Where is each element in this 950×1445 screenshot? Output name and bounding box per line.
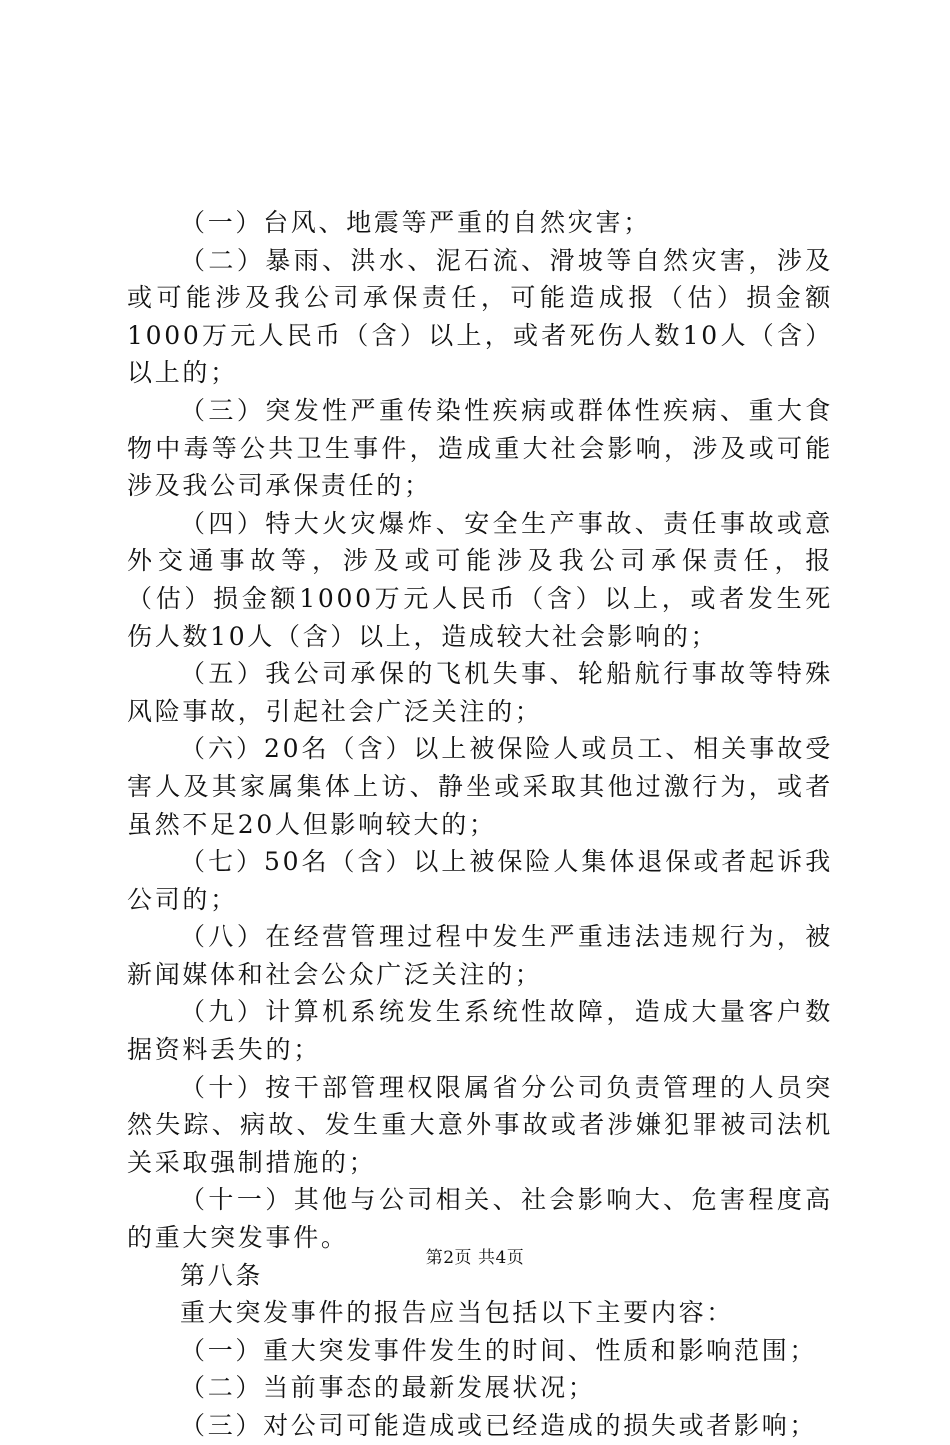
report-content-item-3: （三）对公司可能造成或已经造成的损失或者影响； (180, 1411, 818, 1440)
report-content-intro: 重大突发事件的报告应当包括以下主要内容： (180, 1298, 735, 1328)
article-heading: 第八条 (180, 1260, 264, 1290)
paragraph-item-7: （七）50名（含）以上被保险人集体退保或者起诉我公司的； (127, 847, 833, 914)
paragraph-item-5: （五）我公司承保的飞机失事、轮船航行事故等特殊风险事故，引起社会广泛关注的； (127, 659, 833, 726)
paragraph-item-8: （八）在经营管理过程中发生严重违法违规行为，被新闻媒体和社会公众广泛关注的； (127, 922, 833, 989)
paragraph-item-10: （十）按干部管理权限属省分公司负责管理的人员突然失踪、病故、发生重大意外事故或者涉嫌犯罪被司法机关采取强制措施的； (127, 1072, 833, 1177)
report-content-item-2: （二）当前事态的最新发展状况； (180, 1373, 596, 1403)
paragraph-item-1: （一）台风、地震等严重的自然灾害； (180, 208, 651, 237)
page-number-footer: 第2页 共4页 (425, 1248, 525, 1268)
paragraph-item-11: （十一）其他与公司相关、社会影响大、危害程度高的重大突发事件。 (127, 1185, 833, 1253)
report-content-item-1: （一）重大突发事件发生的时间、性质和影响范围； (180, 1335, 818, 1365)
paragraph-item-3: （三）突发性严重传染性疾病或群体性疾病、重大食物中毒等公共卫生事件，造成重大社会影响，涉及或可能涉及我公司承保责任的； (127, 395, 833, 501)
paragraph-item-6: （六）20名（含）以上被保险人或员工、相关事故受害人及其家属集体上访、静坐或采取其他过激行为，或者虽然不足20人但影响较大的； (127, 734, 833, 839)
paragraph-item-9: （九）计算机系统发生系统性故障，造成大量客户数据资料丢失的； (127, 997, 833, 1065)
paragraph-item-2: （二）暴雨、洪水、泥石流、滑坡等自然灾害，涉及或可能涉及我公司承保责任，可能造成报（估）损金额1000万元人民币（含）以上，或者死伤人数10人（含）以上的； (127, 245, 833, 388)
paragraph-item-4: （四）特大火灾爆炸、安全生产事故、责任事故或意外交通事故等，涉及或可能涉及我公司承保责任，报（估）损金额1000万元人民币（含）以上，或者发生死伤人数10人（含）以上，造成较大社会影响的； (127, 508, 833, 651)
